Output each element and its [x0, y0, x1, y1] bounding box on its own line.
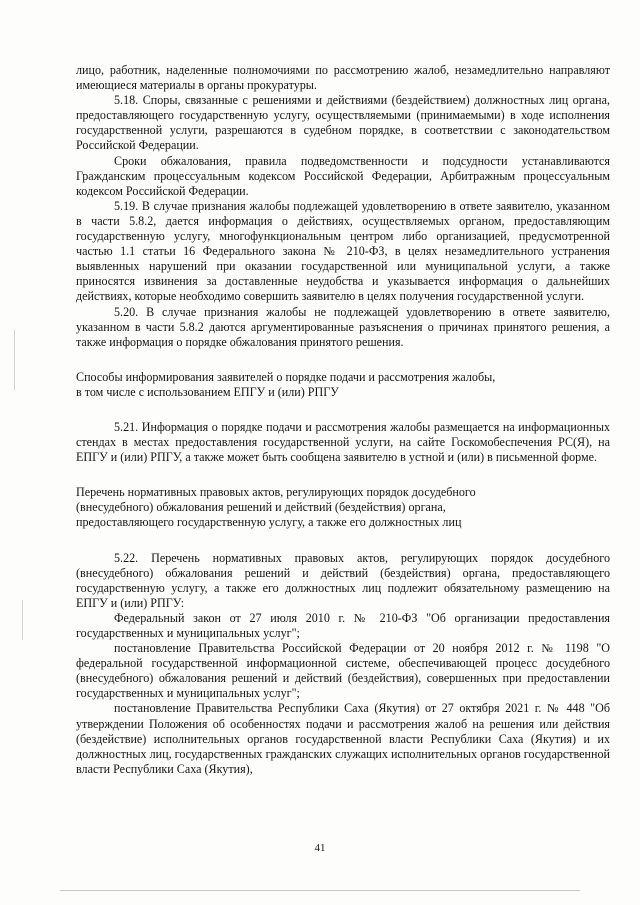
- heading-line: Способы информирования заявителей о порядке подачи и рассмотрения жалобы,: [76, 369, 496, 384]
- section-heading-legal-acts: [76, 485, 610, 530]
- paragraph: лицо, работник, наделенные полномочиями по рассмотрению жалоб, незамедлительно направляют имеющиеся материалы в органы прокуратуры.: [76, 63, 610, 93]
- paragraph: 5.22. Перечень нормативных правовых актов, регулирующих порядок досудебного (внесудебного) обжалования решений и действий (бездействия) органа, предоставляющего государственную услугу, а также его должностных лиц подлежит обязательному размещению на ЕПГУ и (или) РПГУ:: [76, 550, 610, 610]
- heading-line: в том числе с использованием ЕПГУ и (или) РПГУ: [76, 384, 339, 399]
- paragraph: постановление Правительства Российской Федерации от 20 ноября 2012 г. № 1198 "О федеральной государственной информационной системе, обеспечивающей процесс досудебного (внесудебного) обжалования решений и действий (бездействия), совершенных при предоставлении государственных и муниципальных услуг";: [76, 641, 610, 701]
- paragraph: 5.20. В случае признания жалобы не подлежащей удовлетворению в ответе заявителю, указанном в части 5.8.2 даются аргументированные разъяснения о причинах принятого решения, а также информация о порядке обжалования принятого решения.: [76, 304, 610, 349]
- heading-line: Перечень нормативных правовых актов, регулирующих порядок досудебного: [76, 485, 476, 500]
- scan-edge-mark: [22, 600, 23, 640]
- paragraph: 5.18. Споры, связанные с решениями и действиями (бездействием) должностных лиц органа, предоставляющего государственную услугу, осуществляемыми (принимаемыми) в ходе исполнения государственной услуги, разрешаются в судебном порядке, в соответствии с законодательством Российской Федерации.: [76, 93, 610, 153]
- heading-line: предоставляющего государственную услугу, а также его должностных лиц: [76, 515, 462, 530]
- paragraph: Федеральный закон от 27 июля 2010 г. № 210-ФЗ "Об организации предоставления государственных и муниципальных услуг";: [76, 610, 610, 640]
- scan-edge-mark: [14, 330, 15, 390]
- heading-line: (внесудебного) обжалования решений и действий (бездействия) органа,: [76, 500, 446, 515]
- section-heading-complaint-info: [76, 370, 610, 400]
- paragraph-5-21: 5.21. Информация о порядке подачи и рассмотрения жалобы размещается на информационных стендах в местах предоставления государственной услуги, на сайте Госкомобеспечения РС(Я), на ЕПГУ и (или) РПГУ, а также может быть сообщена заявителю в устной и (или) в письменной форме.: [76, 419, 610, 465]
- page-number: 41: [314, 842, 326, 854]
- paragraphs-top: [76, 63, 610, 350]
- paragraphs-bottom: [76, 551, 610, 777]
- paragraph: Сроки обжалования, правила подведомственности и подсудности устанавливаются Гражданским процессуальным кодексом Российской Федерации, Арбитражным процессуальным кодексом Российской Федерации.: [76, 153, 610, 198]
- paragraph: 5.19. В случае признания жалобы подлежащей удовлетворению в ответе заявителю, указанном в части 5.8.2, дается информация о действиях, осуществляемых органом, предоставляющим государственную услугу, многофункциональным центром либо организацией, предусмотренной частью 1.1 статьи 16 Федерального закона № 210-ФЗ, в целях незамедлительного устранения выявленных нарушений при оказании государственной или муниципальной услуги, а также приносятся извинения за доставленные неудобства и указывается информация о дальнейших действиях, которые необходимо совершить заявителю в целях получения государственной услуги.: [76, 198, 610, 304]
- paragraph: постановление Правительства Республики Саха (Якутия) от 27 октября 2021 г. № 448 "Об утверждении Положения об особенностях подачи и рассмотрения жалоб на решения или действия (бездействие) исполнительных органов государственной власти Республики Саха (Якутия) и их должностных лиц, государственных гражданских служащих исполнительных органов государственной власти Республики Саха (Якутия),: [76, 701, 610, 776]
- scan-bottom-rule: [60, 890, 580, 891]
- document-body: [76, 63, 610, 777]
